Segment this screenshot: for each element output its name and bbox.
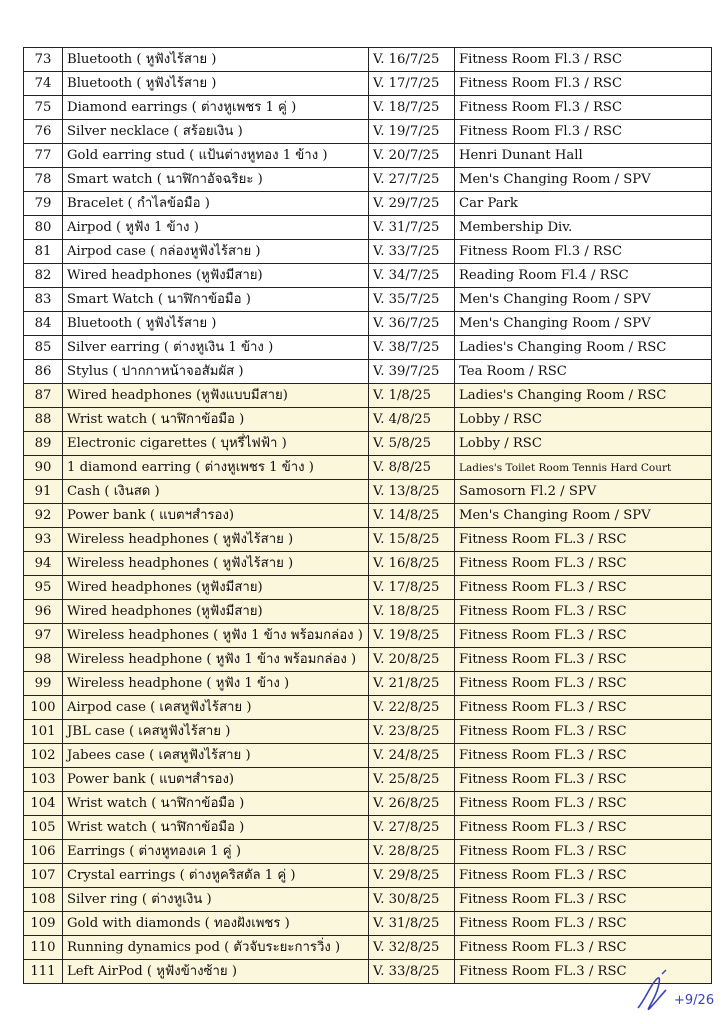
row-number: 107 xyxy=(24,864,63,888)
row-number: 96 xyxy=(24,600,63,624)
table-row xyxy=(24,384,712,408)
reference-code: V. 21/8/25 xyxy=(369,672,455,696)
found-location: Fitness Room FL.3 / RSC xyxy=(455,936,712,960)
found-location: Fitness Room FL.3 / RSC xyxy=(455,792,712,816)
row-number: 103 xyxy=(24,768,63,792)
item-description: Bluetooth ( หูฟังไร้สาย ) xyxy=(63,72,369,96)
table-row xyxy=(24,120,712,144)
reference-code: V. 32/8/25 xyxy=(369,936,455,960)
row-number: 111 xyxy=(24,960,63,984)
reference-code: V. 19/8/25 xyxy=(369,624,455,648)
reference-code: V. 25/8/25 xyxy=(369,768,455,792)
table-row xyxy=(24,960,712,984)
table-row xyxy=(24,408,712,432)
row-number: 89 xyxy=(24,432,63,456)
item-description: Airpod case ( เคสหูฟังไร้สาย ) xyxy=(63,696,369,720)
table-row xyxy=(24,672,712,696)
item-description: Gold with diamonds ( ทองฝังเพชร ) xyxy=(63,912,369,936)
row-number: 90 xyxy=(24,456,63,480)
found-location: Fitness Room FL.3 / RSC xyxy=(455,528,712,552)
found-location: Fitness Room FL.3 / RSC xyxy=(455,912,712,936)
signature-note: +9/26 xyxy=(674,993,715,1008)
handwritten-signature xyxy=(628,968,718,1016)
table-row xyxy=(24,96,712,120)
reference-code: V. 14/8/25 xyxy=(369,504,455,528)
row-number: 98 xyxy=(24,648,63,672)
item-description: Wireless headphones ( หูฟัง 1 ข้าง พร้อมกล่อง ) xyxy=(63,624,369,648)
found-location: Fitness Room FL.3 / RSC xyxy=(455,648,712,672)
found-location: Fitness Room FL.3 / RSC xyxy=(455,552,712,576)
reference-code: V. 24/8/25 xyxy=(369,744,455,768)
row-number: 73 xyxy=(24,48,63,72)
table-row xyxy=(24,144,712,168)
found-location: Men's Changing Room / SPV xyxy=(455,288,712,312)
item-description: Gold earring stud ( แป้นต่างหูทอง 1 ข้าง ) xyxy=(63,144,369,168)
found-location: Samosorn Fl.2 / SPV xyxy=(455,480,712,504)
found-location: Fitness Room FL.3 / RSC xyxy=(455,744,712,768)
row-number: 100 xyxy=(24,696,63,720)
reference-code: V. 31/7/25 xyxy=(369,216,455,240)
found-location: Ladies's Changing Room / RSC xyxy=(455,384,712,408)
reference-code: V. 8/8/25 xyxy=(369,456,455,480)
table-row xyxy=(24,792,712,816)
reference-code: V. 27/7/25 xyxy=(369,168,455,192)
reference-code: V. 30/8/25 xyxy=(369,888,455,912)
item-description: Airpod case ( กล่องหูฟังไร้สาย ) xyxy=(63,240,369,264)
reference-code: V. 26/8/25 xyxy=(369,792,455,816)
item-description: Wrist watch ( นาฬิกาข้อมือ ) xyxy=(63,408,369,432)
row-number: 104 xyxy=(24,792,63,816)
row-number: 76 xyxy=(24,120,63,144)
row-number: 99 xyxy=(24,672,63,696)
table-row xyxy=(24,816,712,840)
reference-code: V. 17/7/25 xyxy=(369,72,455,96)
found-location: Fitness Room Fl.3 / RSC xyxy=(455,96,712,120)
found-location: Fitness Room FL.3 / RSC xyxy=(455,960,712,984)
row-number: 102 xyxy=(24,744,63,768)
table-row xyxy=(24,840,712,864)
row-number: 108 xyxy=(24,888,63,912)
reference-code: V. 35/7/25 xyxy=(369,288,455,312)
item-description: Wireless headphone ( หูฟัง 1 ข้าง พร้อมกล่อง ) xyxy=(63,648,369,672)
reference-code: V. 31/8/25 xyxy=(369,912,455,936)
found-location: Fitness Room Fl.3 / RSC xyxy=(455,72,712,96)
lost-items-table xyxy=(23,47,712,984)
row-number: 97 xyxy=(24,624,63,648)
reference-code: V. 33/7/25 xyxy=(369,240,455,264)
item-description: Stylus ( ปากกาหน้าจอสัมผัส ) xyxy=(63,360,369,384)
reference-code: V. 36/7/25 xyxy=(369,312,455,336)
reference-code: V. 28/8/25 xyxy=(369,840,455,864)
table-row xyxy=(24,720,712,744)
row-number: 88 xyxy=(24,408,63,432)
row-number: 78 xyxy=(24,168,63,192)
reference-code: V. 16/8/25 xyxy=(369,552,455,576)
table-row xyxy=(24,888,712,912)
row-number: 110 xyxy=(24,936,63,960)
table-row xyxy=(24,912,712,936)
table-row xyxy=(24,600,712,624)
table-row xyxy=(24,48,712,72)
found-location: Lobby / RSC xyxy=(455,432,712,456)
found-location: Lobby / RSC xyxy=(455,408,712,432)
table-row xyxy=(24,240,712,264)
table-body xyxy=(24,48,712,984)
found-location: Men's Changing Room / SPV xyxy=(455,312,712,336)
item-description: Earrings ( ต่างหูทองเค 1 คู่ ) xyxy=(63,840,369,864)
item-description: Jabees case ( เคสหูฟังไร้สาย ) xyxy=(63,744,369,768)
found-location: Fitness Room FL.3 / RSC xyxy=(455,696,712,720)
item-description: Airpod ( หูฟัง 1 ข้าง ) xyxy=(63,216,369,240)
table-row xyxy=(24,744,712,768)
item-description: Bluetooth ( หูฟังไร้สาย ) xyxy=(63,312,369,336)
item-description: Cash ( เงินสด ) xyxy=(63,480,369,504)
row-number: 106 xyxy=(24,840,63,864)
table-row xyxy=(24,336,712,360)
row-number: 86 xyxy=(24,360,63,384)
table-row xyxy=(24,936,712,960)
table-row xyxy=(24,288,712,312)
item-description: Power bank ( แบตฯสำรอง) xyxy=(63,504,369,528)
row-number: 75 xyxy=(24,96,63,120)
row-number: 91 xyxy=(24,480,63,504)
row-number: 80 xyxy=(24,216,63,240)
item-description: 1 diamond earring ( ต่างหูเพชร 1 ข้าง ) xyxy=(63,456,369,480)
item-description: Running dynamics pod ( ตัวจับระยะการวิ่ง ) xyxy=(63,936,369,960)
row-number: 94 xyxy=(24,552,63,576)
reference-code: V. 17/8/25 xyxy=(369,576,455,600)
reference-code: V. 13/8/25 xyxy=(369,480,455,504)
found-location: Fitness Room FL.3 / RSC xyxy=(455,624,712,648)
reference-code: V. 16/7/25 xyxy=(369,48,455,72)
found-location: Fitness Room FL.3 / RSC xyxy=(455,888,712,912)
reference-code: V. 20/8/25 xyxy=(369,648,455,672)
row-number: 109 xyxy=(24,912,63,936)
table-row xyxy=(24,528,712,552)
row-number: 93 xyxy=(24,528,63,552)
reference-code: V. 19/7/25 xyxy=(369,120,455,144)
reference-code: V. 39/7/25 xyxy=(369,360,455,384)
found-location: Membership Div. xyxy=(455,216,712,240)
row-number: 74 xyxy=(24,72,63,96)
found-location: Reading Room Fl.4 / RSC xyxy=(455,264,712,288)
found-location: Fitness Room FL.3 / RSC xyxy=(455,576,712,600)
item-description: Power bank ( แบตฯสำรอง) xyxy=(63,768,369,792)
reference-code: V. 34/7/25 xyxy=(369,264,455,288)
table-row xyxy=(24,576,712,600)
item-description: JBL case ( เคสหูฟังไร้สาย ) xyxy=(63,720,369,744)
found-location: Men's Changing Room / SPV xyxy=(455,168,712,192)
row-number: 77 xyxy=(24,144,63,168)
found-location: Fitness Room Fl.3 / RSC xyxy=(455,120,712,144)
item-description: Silver ring ( ต่างหูเงิน ) xyxy=(63,888,369,912)
found-location: Ladies's Toilet Room Tennis Hard Court xyxy=(455,456,712,480)
table-row xyxy=(24,648,712,672)
row-number: 95 xyxy=(24,576,63,600)
reference-code: V. 29/7/25 xyxy=(369,192,455,216)
row-number: 92 xyxy=(24,504,63,528)
reference-code: V. 22/8/25 xyxy=(369,696,455,720)
item-description: Electronic cigarettes ( บุหรี่ไฟฟ้า ) xyxy=(63,432,369,456)
item-description: Wired headphones (หูฟังมีสาย) xyxy=(63,264,369,288)
table-row xyxy=(24,696,712,720)
item-description: Wireless headphones ( หูฟังไร้สาย ) xyxy=(63,552,369,576)
reference-code: V. 23/8/25 xyxy=(369,720,455,744)
table-row xyxy=(24,312,712,336)
reference-code: V. 18/7/25 xyxy=(369,96,455,120)
table-row xyxy=(24,360,712,384)
item-description: Wrist watch ( นาฬิกาข้อมือ ) xyxy=(63,792,369,816)
item-description: Left AirPod ( หูฟังข้างซ้าย ) xyxy=(63,960,369,984)
item-description: Wired headphones (หูฟังมีสาย) xyxy=(63,600,369,624)
table-row xyxy=(24,264,712,288)
item-description: Silver necklace ( สร้อยเงิน ) xyxy=(63,120,369,144)
table-row xyxy=(24,432,712,456)
table-row xyxy=(24,168,712,192)
table-row xyxy=(24,456,712,480)
reference-code: V. 18/8/25 xyxy=(369,600,455,624)
reference-code: V. 29/8/25 xyxy=(369,864,455,888)
item-description: Diamond earrings ( ต่างหูเพชร 1 คู่ ) xyxy=(63,96,369,120)
found-location: Men's Changing Room / SPV xyxy=(455,504,712,528)
found-location: Ladies's Changing Room / RSC xyxy=(455,336,712,360)
item-description: Wired headphones (หูฟังแบบมีสาย) xyxy=(63,384,369,408)
item-description: Bracelet ( กำไลข้อมือ ) xyxy=(63,192,369,216)
found-location: Car Park xyxy=(455,192,712,216)
table-row xyxy=(24,864,712,888)
reference-code: V. 38/7/25 xyxy=(369,336,455,360)
reference-code: V. 4/8/25 xyxy=(369,408,455,432)
row-number: 82 xyxy=(24,264,63,288)
row-number: 101 xyxy=(24,720,63,744)
item-description: Wired headphones (หูฟังมีสาย) xyxy=(63,576,369,600)
reference-code: V. 1/8/25 xyxy=(369,384,455,408)
found-location: Tea Room / RSC xyxy=(455,360,712,384)
item-description: Silver earring ( ต่างหูเงิน 1 ข้าง ) xyxy=(63,336,369,360)
table-row xyxy=(24,216,712,240)
item-description: Wireless headphones ( หูฟังไร้สาย ) xyxy=(63,528,369,552)
reference-code: V. 33/8/25 xyxy=(369,960,455,984)
row-number: 105 xyxy=(24,816,63,840)
item-description: Crystal earrings ( ต่างหูคริสตัล 1 คู่ ) xyxy=(63,864,369,888)
row-number: 79 xyxy=(24,192,63,216)
row-number: 87 xyxy=(24,384,63,408)
table-row xyxy=(24,72,712,96)
item-description: Wireless headphone ( หูฟัง 1 ข้าง ) xyxy=(63,672,369,696)
found-location: Fitness Room FL.3 / RSC xyxy=(455,768,712,792)
found-location: Fitness Room FL.3 / RSC xyxy=(455,816,712,840)
row-number: 83 xyxy=(24,288,63,312)
table-row xyxy=(24,624,712,648)
reference-code: V. 15/8/25 xyxy=(369,528,455,552)
row-number: 84 xyxy=(24,312,63,336)
found-location: Fitness Room Fl.3 / RSC xyxy=(455,48,712,72)
table-row xyxy=(24,768,712,792)
found-location: Henri Dunant Hall xyxy=(455,144,712,168)
found-location: Fitness Room FL.3 / RSC xyxy=(455,672,712,696)
table-row xyxy=(24,480,712,504)
item-description: Smart watch ( นาฬิกาอัจฉริยะ ) xyxy=(63,168,369,192)
table-row xyxy=(24,192,712,216)
reference-code: V. 5/8/25 xyxy=(369,432,455,456)
found-location: Fitness Room FL.3 / RSC xyxy=(455,840,712,864)
row-number: 81 xyxy=(24,240,63,264)
table-row xyxy=(24,504,712,528)
found-location: Fitness Room FL.3 / RSC xyxy=(455,600,712,624)
found-location: Fitness Room FL.3 / RSC xyxy=(455,864,712,888)
item-description: Wrist watch ( นาฬิกาข้อมือ ) xyxy=(63,816,369,840)
reference-code: V. 27/8/25 xyxy=(369,816,455,840)
found-location: Fitness Room Fl.3 / RSC xyxy=(455,240,712,264)
item-description: Bluetooth ( หูฟังไร้สาย ) xyxy=(63,48,369,72)
row-number: 85 xyxy=(24,336,63,360)
item-description: Smart Watch ( นาฬิกาข้อมือ ) xyxy=(63,288,369,312)
reference-code: V. 20/7/25 xyxy=(369,144,455,168)
found-location: Fitness Room FL.3 / RSC xyxy=(455,720,712,744)
table-row xyxy=(24,552,712,576)
